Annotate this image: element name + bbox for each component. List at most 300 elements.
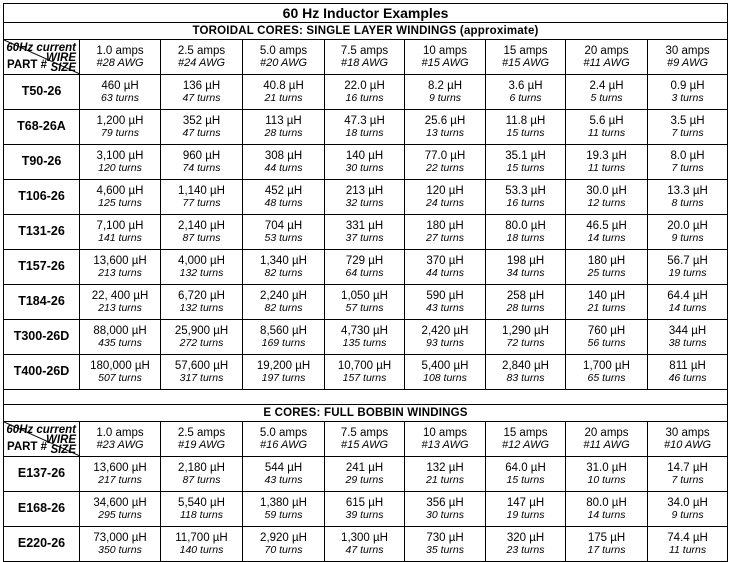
inductance-value: 113 µH bbox=[265, 114, 302, 127]
inductance-value: 57,600 µH bbox=[174, 359, 229, 372]
inductance-value: 615 µH bbox=[345, 496, 384, 509]
inductance-value: 2,920 µH bbox=[260, 531, 307, 544]
turns-value: 21 turns bbox=[264, 92, 303, 105]
turns-value: 295 turns bbox=[98, 509, 142, 522]
inductance-value: 53.3 µH bbox=[505, 184, 546, 197]
turns-value: 77 turns bbox=[182, 197, 221, 210]
section-gap bbox=[4, 390, 728, 405]
inductance-value: 4,000 µH bbox=[178, 254, 225, 267]
inductance-value: 704 µH bbox=[264, 219, 303, 232]
table-row bbox=[4, 75, 728, 110]
turns-value: 87 turns bbox=[182, 474, 221, 487]
inductance-cell bbox=[325, 215, 405, 250]
inductance-cell bbox=[243, 250, 325, 285]
inductance-cell bbox=[405, 110, 486, 145]
inductance-value: 73,000 µH bbox=[93, 531, 147, 544]
current-label: 60Hz current bbox=[6, 42, 76, 54]
column-header bbox=[566, 40, 648, 75]
turns-value: 27 turns bbox=[426, 232, 464, 245]
table-row bbox=[4, 285, 728, 320]
turns-value: 21 turns bbox=[587, 302, 626, 315]
turns-value: 46 turns bbox=[668, 372, 707, 385]
turns-value: 53 turns bbox=[264, 232, 303, 245]
current-rating: 2.5 amps bbox=[177, 44, 226, 57]
turns-value: 16 turns bbox=[506, 197, 545, 210]
column-header bbox=[566, 422, 648, 457]
turns-value: 18 turns bbox=[506, 232, 545, 245]
turns-value: 140 turns bbox=[179, 544, 224, 557]
inductance-cell bbox=[486, 110, 566, 145]
table-title: 60 Hz Inductor Examples bbox=[4, 4, 728, 23]
inductance-cell bbox=[243, 180, 325, 215]
inductance-cell bbox=[486, 320, 566, 355]
inductance-value: 960 µH bbox=[182, 149, 221, 162]
inductance-cell bbox=[405, 145, 486, 180]
inductance-value: 2,840 µH bbox=[502, 359, 549, 372]
inductance-value: 147 µH bbox=[506, 496, 545, 509]
column-header bbox=[243, 422, 325, 457]
inductance-cell bbox=[566, 110, 648, 145]
inductance-value: 1,290 µH bbox=[502, 324, 549, 337]
turns-value: 15 turns bbox=[506, 474, 545, 487]
turns-value: 125 turns bbox=[98, 197, 142, 210]
inductance-cell bbox=[405, 180, 486, 215]
wire-gauge: #15 AWG bbox=[421, 56, 469, 69]
inductance-value: 308 µH bbox=[264, 149, 303, 162]
inductance-value: 46.5 µH bbox=[586, 219, 627, 232]
turns-value: 11 turns bbox=[587, 162, 626, 175]
inductance-cell bbox=[566, 355, 648, 390]
inductance-value: 80.0 µH bbox=[586, 496, 627, 509]
inductance-cell bbox=[566, 75, 648, 110]
inductance-value: 140 µH bbox=[587, 289, 626, 302]
turns-value: 132 turns bbox=[179, 302, 224, 315]
turns-value: 12 turns bbox=[587, 197, 626, 210]
inductance-cell bbox=[648, 110, 728, 145]
inductance-value: 8.2 µH bbox=[427, 79, 463, 92]
inductance-cell bbox=[325, 145, 405, 180]
inductance-value: 74.4 µH bbox=[667, 531, 708, 544]
inductance-value: 140 µH bbox=[345, 149, 384, 162]
inductance-value: 136 µH bbox=[182, 79, 221, 92]
inductance-cell bbox=[161, 75, 243, 110]
inductance-cell bbox=[161, 145, 243, 180]
inductance-cell bbox=[486, 215, 566, 250]
turns-value: 9 turns bbox=[671, 232, 704, 245]
turns-value: 18 turns bbox=[345, 127, 384, 140]
inductance-cell bbox=[648, 145, 728, 180]
inductance-value: 2.4 µH bbox=[589, 79, 624, 92]
current-rating: 1.0 amps bbox=[96, 44, 144, 57]
size-label: SIZE bbox=[50, 62, 76, 74]
current-rating: 10 amps bbox=[422, 44, 468, 57]
turns-value: 29 turns bbox=[345, 474, 384, 487]
inductance-value: 1,050 µH bbox=[341, 289, 388, 302]
turns-value: 435 turns bbox=[98, 337, 142, 350]
inductance-value: 22, 400 µH bbox=[91, 289, 149, 302]
inductance-value: 64.4 µH bbox=[667, 289, 708, 302]
turns-value: 87 turns bbox=[182, 232, 221, 245]
wire-gauge: #20 AWG bbox=[259, 56, 308, 69]
inductance-cell bbox=[161, 320, 243, 355]
inductance-value: 331 µH bbox=[345, 219, 384, 232]
inductance-value: 344 µH bbox=[668, 324, 707, 337]
turns-value: 43 turns bbox=[264, 474, 303, 487]
inductance-cell bbox=[161, 527, 243, 562]
turns-value: 132 turns bbox=[179, 267, 224, 280]
turns-value: 272 turns bbox=[179, 337, 224, 350]
turns-value: 120 turns bbox=[98, 162, 142, 175]
toroidal-section-row bbox=[4, 23, 728, 40]
current-rating: 5.0 amps bbox=[259, 426, 308, 439]
current-rating: 7.5 amps bbox=[340, 426, 389, 439]
inductance-cell bbox=[80, 492, 161, 527]
inductance-cell bbox=[566, 492, 648, 527]
inductance-cell bbox=[80, 320, 161, 355]
inductance-value: 2,140 µH bbox=[178, 219, 225, 232]
inductance-cell bbox=[405, 215, 486, 250]
inductance-cell bbox=[161, 492, 243, 527]
inductance-value: 19.3 µH bbox=[586, 149, 627, 162]
table-row bbox=[4, 320, 728, 355]
inductance-cell bbox=[80, 355, 161, 390]
turns-value: 25 turns bbox=[587, 267, 626, 280]
inductance-cell bbox=[243, 355, 325, 390]
turns-value: 56 turns bbox=[587, 337, 626, 350]
inductance-cell bbox=[486, 180, 566, 215]
turns-value: 34 turns bbox=[506, 267, 545, 280]
turns-value: 8 turns bbox=[671, 197, 704, 210]
inductance-cell bbox=[325, 527, 405, 562]
turns-value: 9 turns bbox=[428, 92, 462, 105]
inductance-cell bbox=[566, 285, 648, 320]
turns-value: 37 turns bbox=[345, 232, 384, 245]
current-rating: 1.0 amps bbox=[96, 426, 144, 439]
inductance-cell bbox=[486, 492, 566, 527]
turns-value: 65 turns bbox=[587, 372, 626, 385]
turns-value: 79 turns bbox=[101, 127, 139, 140]
inductance-cell bbox=[243, 457, 325, 492]
inductance-value: 3.5 µH bbox=[670, 114, 705, 127]
inductance-value: 180 µH bbox=[587, 254, 626, 267]
inductance-cell bbox=[648, 250, 728, 285]
part-label: PART # bbox=[7, 58, 48, 71]
table-row bbox=[4, 527, 728, 562]
inductance-value: 180 µH bbox=[426, 219, 464, 232]
turns-value: 93 turns bbox=[426, 337, 464, 350]
inductance-value: 2,240 µH bbox=[260, 289, 307, 302]
turns-value: 507 turns bbox=[98, 372, 142, 385]
turns-value: 10 turns bbox=[587, 474, 626, 487]
turns-value: 350 turns bbox=[98, 544, 142, 557]
part-number: E137-26 bbox=[4, 457, 80, 492]
inductance-cell bbox=[405, 457, 486, 492]
inductance-cell bbox=[405, 527, 486, 562]
wire-gauge: #23 AWG bbox=[96, 438, 144, 451]
turns-value: 21 turns bbox=[426, 474, 464, 487]
inductance-value: 34.0 µH bbox=[667, 496, 708, 509]
inductance-value: 180,000 µH bbox=[90, 359, 150, 372]
turns-value: 32 turns bbox=[345, 197, 384, 210]
turns-value: 28 turns bbox=[264, 127, 303, 140]
turns-value: 47 turns bbox=[345, 544, 384, 557]
inductance-value: 730 µH bbox=[426, 531, 464, 544]
part-number: E220-26 bbox=[4, 527, 80, 562]
inductance-cell bbox=[325, 75, 405, 110]
inductance-value: 352 µH bbox=[182, 114, 221, 127]
inductance-cell bbox=[566, 250, 648, 285]
inductance-value: 1,140 µH bbox=[178, 184, 225, 197]
turns-value: 64 turns bbox=[345, 267, 384, 280]
table-row bbox=[4, 180, 728, 215]
turns-value: 72 turns bbox=[506, 337, 545, 350]
inductance-cell bbox=[325, 355, 405, 390]
inductance-value: 4,730 µH bbox=[341, 324, 388, 337]
inductance-value: 1,340 µH bbox=[260, 254, 307, 267]
inductance-value: 31.0 µH bbox=[586, 461, 627, 474]
wire-gauge: #16 AWG bbox=[259, 438, 308, 451]
inductance-value: 1,700 µH bbox=[583, 359, 630, 372]
inductance-value: 4,600 µH bbox=[96, 184, 144, 197]
wire-gauge: #15 AWG bbox=[501, 56, 550, 69]
inductance-cell bbox=[648, 457, 728, 492]
turns-value: 28 turns bbox=[506, 302, 545, 315]
part-number: T50-26 bbox=[4, 75, 80, 110]
turns-value: 14 turns bbox=[668, 302, 707, 315]
inductance-cell bbox=[161, 355, 243, 390]
inductance-cell bbox=[405, 250, 486, 285]
inductance-value: 0.9 µH bbox=[670, 79, 705, 92]
turns-value: 213 turns bbox=[98, 302, 142, 315]
wire-gauge: #13 AWG bbox=[421, 438, 469, 451]
wire-gauge: #15 AWG bbox=[340, 438, 389, 451]
inductance-cell bbox=[405, 355, 486, 390]
turns-value: 7 turns bbox=[671, 474, 704, 487]
inductance-value: 13.3 µH bbox=[667, 184, 708, 197]
inductance-value: 258 µH bbox=[506, 289, 545, 302]
turns-value: 19 turns bbox=[506, 509, 545, 522]
inductance-value: 11,700 µH bbox=[175, 531, 228, 544]
inductance-value: 1,380 µH bbox=[260, 496, 307, 509]
inductance-value: 56.7 µH bbox=[667, 254, 708, 267]
inductance-cell bbox=[325, 457, 405, 492]
current-rating: 7.5 amps bbox=[340, 44, 389, 57]
inductance-value: 88,000 µH bbox=[93, 324, 147, 337]
inductance-cell bbox=[648, 180, 728, 215]
inductance-value: 729 µH bbox=[345, 254, 384, 267]
wire-gauge: #12 AWG bbox=[501, 438, 550, 451]
part-number: T106-26 bbox=[4, 180, 80, 215]
inductance-value: 19,200 µH bbox=[256, 359, 311, 372]
part-number: T90-26 bbox=[4, 145, 80, 180]
inductance-cell bbox=[566, 145, 648, 180]
inductance-cell bbox=[405, 285, 486, 320]
turns-value: 16 turns bbox=[345, 92, 384, 105]
turns-value: 82 turns bbox=[264, 267, 303, 280]
turns-value: 9 turns bbox=[671, 509, 704, 522]
inductance-value: 64.0 µH bbox=[505, 461, 546, 474]
inductance-cell bbox=[243, 320, 325, 355]
inductance-value: 20.0 µH bbox=[667, 219, 708, 232]
inductance-cell bbox=[566, 527, 648, 562]
inductance-value: 80.0 µH bbox=[505, 219, 546, 232]
wire-gauge: #19 AWG bbox=[177, 438, 226, 451]
turns-value: 59 turns bbox=[264, 509, 303, 522]
turns-value: 11 turns bbox=[668, 544, 707, 557]
wire-gauge: #28 AWG bbox=[96, 56, 144, 69]
part-number: T184-26 bbox=[4, 285, 80, 320]
inductance-value: 1,300 µH bbox=[341, 531, 388, 544]
inductance-value: 460 µH bbox=[101, 79, 139, 92]
inductance-cell bbox=[405, 75, 486, 110]
inductance-cell bbox=[566, 215, 648, 250]
wire-gauge: #11 AWG bbox=[583, 56, 630, 69]
inductance-cell bbox=[486, 75, 566, 110]
turns-value: 317 turns bbox=[179, 372, 224, 385]
column-header bbox=[325, 40, 405, 75]
column-header bbox=[243, 40, 325, 75]
column-header bbox=[161, 40, 243, 75]
turns-value: 63 turns bbox=[101, 92, 139, 105]
inductance-value: 25.6 µH bbox=[424, 114, 466, 127]
inductance-cell bbox=[648, 75, 728, 110]
turns-value: 11 turns bbox=[587, 127, 626, 140]
inductance-value: 320 µH bbox=[506, 531, 545, 544]
inductance-value: 35.1 µH bbox=[505, 149, 546, 162]
inductance-cell bbox=[325, 250, 405, 285]
turns-value: 3 turns bbox=[671, 92, 704, 105]
inductance-cell bbox=[486, 355, 566, 390]
turns-value: 169 turns bbox=[261, 337, 306, 350]
turns-value: 48 turns bbox=[264, 197, 303, 210]
turns-value: 70 turns bbox=[264, 544, 303, 557]
turns-value: 24 turns bbox=[426, 197, 464, 210]
inductance-cell bbox=[243, 215, 325, 250]
inductance-value: 8.0 µH bbox=[670, 149, 705, 162]
turns-value: 5 turns bbox=[590, 92, 623, 105]
column-header bbox=[80, 422, 161, 457]
inductance-cell bbox=[80, 180, 161, 215]
part-number: T131-26 bbox=[4, 215, 80, 250]
inductance-cell bbox=[486, 527, 566, 562]
current-rating: 20 amps bbox=[584, 426, 629, 439]
table-row bbox=[4, 110, 728, 145]
table-row bbox=[4, 145, 728, 180]
turns-value: 43 turns bbox=[426, 302, 464, 315]
part-number: T300-26D bbox=[4, 320, 80, 355]
inductance-value: 590 µH bbox=[426, 289, 464, 302]
inductance-value: 2,420 µH bbox=[421, 324, 469, 337]
inductance-cell bbox=[566, 320, 648, 355]
turns-value: 44 turns bbox=[426, 267, 464, 280]
column-header bbox=[161, 422, 243, 457]
inductance-cell bbox=[80, 457, 161, 492]
column-header bbox=[486, 422, 566, 457]
inductance-cell bbox=[648, 355, 728, 390]
inductance-cell bbox=[243, 75, 325, 110]
inductance-cell bbox=[161, 110, 243, 145]
inductance-value: 6,720 µH bbox=[178, 289, 225, 302]
column-header bbox=[648, 422, 728, 457]
inductance-value: 5.6 µH bbox=[589, 114, 624, 127]
column-header bbox=[325, 422, 405, 457]
inductance-cell bbox=[325, 180, 405, 215]
inductance-cell bbox=[648, 320, 728, 355]
inductance-cell bbox=[80, 250, 161, 285]
toroidal-header-row bbox=[4, 40, 728, 75]
inductance-value: 544 µH bbox=[264, 461, 303, 474]
inductance-cell bbox=[80, 75, 161, 110]
turns-value: 157 turns bbox=[342, 372, 387, 385]
wire-gauge: #9 AWG bbox=[667, 56, 709, 69]
inductance-value: 14.7 µH bbox=[667, 461, 708, 474]
turns-value: 15 turns bbox=[506, 127, 545, 140]
inductance-value: 811 µH bbox=[669, 359, 706, 372]
inductance-value: 8,560 µH bbox=[260, 324, 307, 337]
inductance-value: 3,100 µH bbox=[96, 149, 144, 162]
inductance-cell bbox=[80, 527, 161, 562]
inductance-value: 452 µH bbox=[264, 184, 303, 197]
inductance-value: 7,100 µH bbox=[96, 219, 144, 232]
current-rating: 30 amps bbox=[665, 426, 710, 439]
inductance-value: 356 µH bbox=[426, 496, 464, 509]
table-row bbox=[4, 250, 728, 285]
corner-header-cell bbox=[4, 40, 80, 75]
column-header bbox=[405, 422, 486, 457]
table-row bbox=[4, 215, 728, 250]
wire-gauge: #24 AWG bbox=[177, 56, 226, 69]
current-rating: 15 amps bbox=[503, 44, 548, 57]
turns-value: 57 turns bbox=[345, 302, 384, 315]
inductance-value: 370 µH bbox=[426, 254, 464, 267]
wire-gauge: #11 AWG bbox=[583, 438, 630, 451]
turns-value: 6 turns bbox=[509, 92, 542, 105]
inductance-cell bbox=[161, 285, 243, 320]
inductance-cell bbox=[80, 110, 161, 145]
turns-value: 14 turns bbox=[587, 509, 626, 522]
inductance-cell bbox=[161, 215, 243, 250]
inductance-value: 198 µH bbox=[506, 254, 545, 267]
inductance-value: 2,180 µH bbox=[178, 461, 225, 474]
current-rating: 10 amps bbox=[422, 426, 468, 439]
turns-value: 39 turns bbox=[345, 509, 384, 522]
turns-value: 14 turns bbox=[587, 232, 626, 245]
turns-value: 74 turns bbox=[182, 162, 221, 175]
inductance-value: 760 µH bbox=[587, 324, 626, 337]
turns-value: 30 turns bbox=[345, 162, 384, 175]
inductance-value: 13,600 µH bbox=[93, 461, 147, 474]
wire-label: WIRE bbox=[45, 52, 76, 64]
inductor-table-container bbox=[3, 3, 727, 562]
inductance-cell bbox=[405, 492, 486, 527]
inductance-value: 77.0 µH bbox=[424, 149, 466, 162]
ecores-section-row bbox=[4, 405, 728, 422]
inductance-cell bbox=[243, 285, 325, 320]
turns-value: 7 turns bbox=[671, 162, 704, 175]
column-header bbox=[405, 40, 486, 75]
inductance-cell bbox=[243, 527, 325, 562]
turns-value: 19 turns bbox=[668, 267, 707, 280]
inductance-cell bbox=[161, 250, 243, 285]
inductance-value: 13,600 µH bbox=[93, 254, 147, 267]
table-row bbox=[4, 457, 728, 492]
inductance-value: 132 µH bbox=[426, 461, 464, 474]
inductance-cell bbox=[80, 285, 161, 320]
turns-value: 108 turns bbox=[423, 372, 467, 385]
table-row bbox=[4, 355, 728, 390]
size-label: SIZE bbox=[50, 444, 76, 456]
inductance-cell bbox=[80, 215, 161, 250]
